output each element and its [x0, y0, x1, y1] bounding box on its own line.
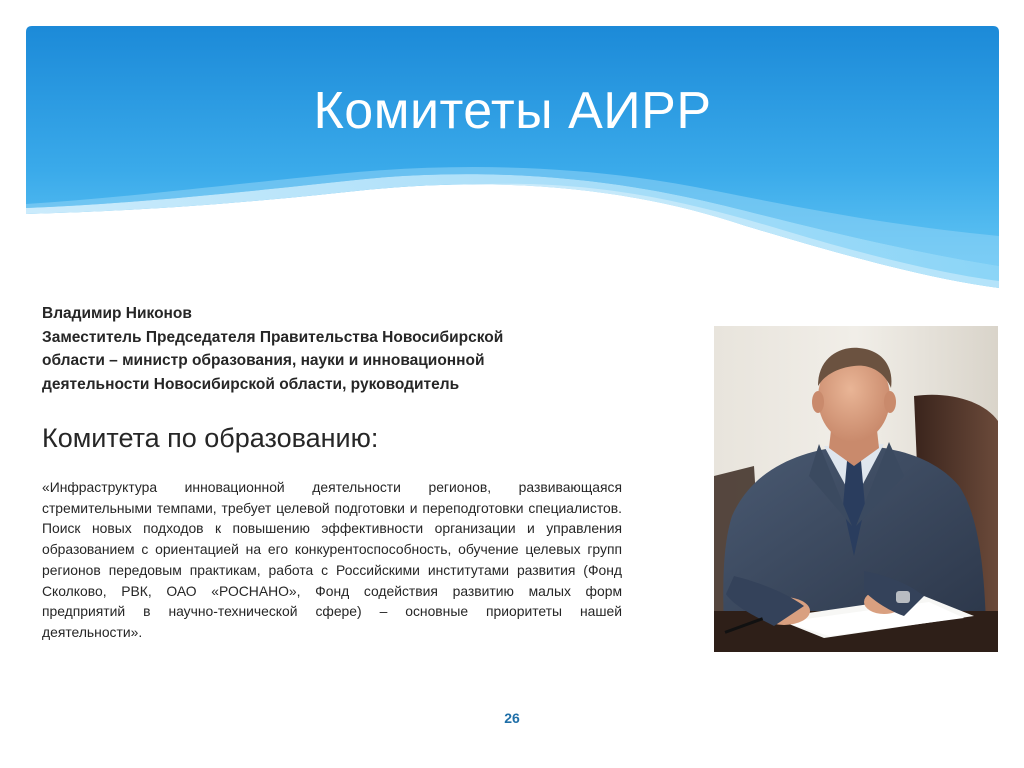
page-number: 26 — [504, 710, 520, 726]
author-position-line: деятельности Новосибирской области, руководитель — [42, 375, 460, 393]
header-banner — [26, 26, 999, 288]
header-wave-graphic — [26, 26, 999, 288]
committee-heading: Комитета по образованию: — [42, 423, 379, 453]
author-info — [42, 302, 602, 396]
author-name: Владимир Никонов — [42, 305, 192, 322]
portrait-illustration — [714, 326, 998, 652]
author-position-line: Заместитель Председателя Правительства Новосибирской — [42, 328, 504, 346]
quote-text: «Инфраструктура инновационной деятельности регионов, развивающаяся стремительными темпами, требует целевой подготовки и переподготовки специалистов. Поиск новых подходов к повышению эффективности организации и управления образованием с ориентацией на его конкурентоспособность, обучение целевых групп регионов передовым практикам, работа с Российскими институтами развития (Фонд Сколково, РВК, ОАО «РОСНАНО», Фонд содействия развитию малых форм предприятий в научно-технической сфере) – основные приоритеты нашей деятельности». — [42, 479, 622, 640]
author-position-line: области – министр образования, науки и инновационной — [42, 352, 485, 369]
slide-title: Комитеты АИРР — [313, 82, 712, 140]
portrait-photo — [714, 326, 998, 652]
